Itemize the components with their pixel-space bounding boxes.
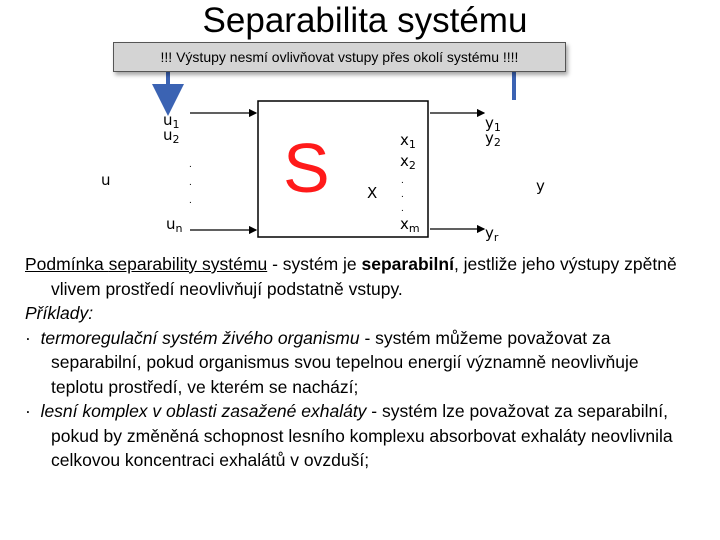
- example-description: - systém můžeme považovat za separabilní, pokud organismus svou tepelnou energií významně neovlivňuje teplotu prostředí, ve kterém se nachází;: [51, 327, 639, 397]
- definition-rest: , jestliže jeho výstupy zpětně vlivem prostředí neovlivňují podstatně vstupy.: [51, 254, 677, 299]
- example-description: - systém lze považovat za separabilní, pokud by změněná schopnost lesního komplexu absorbovat exhaláty neovlivnila celkovou koncentraci exhalátů v ovzduší;: [51, 401, 673, 470]
- example-item: [25, 399, 695, 473]
- input-ellipsis-dot: .: [189, 159, 192, 170]
- input-group-label: u: [101, 171, 111, 189]
- input-ellipsis-dot: .: [189, 177, 192, 188]
- output-group-label: y: [536, 177, 545, 195]
- definition-term-part: systému: [202, 254, 268, 274]
- definition-term-part: Podmínka: [25, 254, 109, 274]
- body-text: [25, 252, 695, 473]
- page-title: Separabilita systému: [202, 1, 528, 40]
- state-group-label: X: [367, 184, 378, 202]
- definition-paragraph: [25, 252, 695, 301]
- example-term: lesní komplex v oblasti zasažené exhaláty: [40, 401, 367, 421]
- input-ellipsis-dot: .: [189, 195, 192, 206]
- input-1-label: $u_1$: [163, 111, 180, 131]
- definition-connector: - systém je: [267, 254, 362, 274]
- warning-banner: !!! Výstupy nesmí ovlivňovat vstupy přes okolí systému !!!!: [113, 42, 566, 72]
- output-r-label: $y_r$: [485, 224, 499, 244]
- input-2-label: $u_2$: [163, 126, 180, 146]
- state-ellipsis-dot: .: [401, 203, 404, 214]
- state-2-label: $x_2$: [400, 152, 416, 172]
- system-diagram: [0, 0, 720, 250]
- state-ellipsis-dot: .: [401, 175, 404, 186]
- state-ellipsis-dot: .: [401, 189, 404, 200]
- bullet-icon: ·: [25, 401, 31, 421]
- system-label: S: [283, 129, 330, 207]
- example-term: termoregulační systém živého organismu: [40, 327, 360, 348]
- output-2-label: $y_2$: [485, 129, 501, 149]
- definition-term-part: separability: [108, 254, 203, 274]
- state-1-label: $x_1$: [400, 131, 416, 151]
- state-m-label: $x_m$: [400, 215, 420, 235]
- definition-keyword: separabilní: [361, 254, 454, 274]
- input-n-label: $u_n$: [166, 215, 183, 235]
- example-item: [25, 326, 695, 400]
- bullet-icon: ·: [25, 327, 31, 348]
- output-1-label: $y_1$: [485, 114, 501, 134]
- examples-heading: Příklady:: [25, 303, 94, 323]
